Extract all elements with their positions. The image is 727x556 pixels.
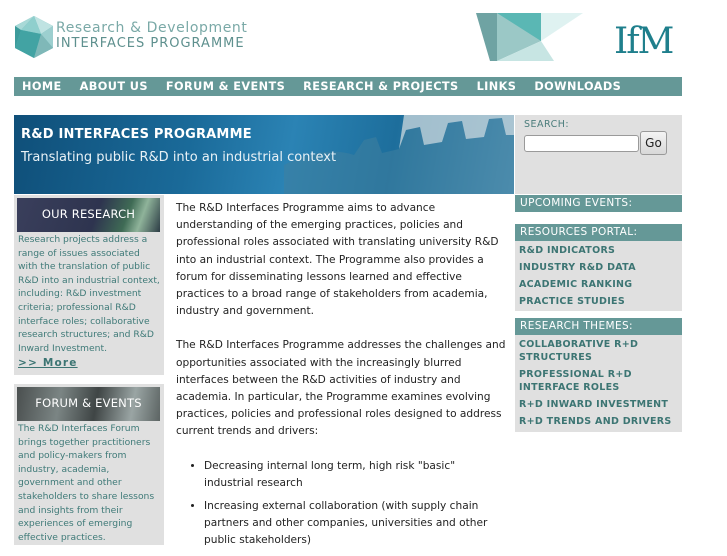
upcoming-events-heading[interactable]: UPCOMING EVENTS: <box>515 195 682 212</box>
research-themes-heading: RESEARCH THEMES: <box>515 318 682 335</box>
gem-logo-icon[interactable] <box>13 14 55 60</box>
resource-link-practice-studies[interactable]: PRACTICE STUDIES <box>519 296 625 307</box>
site-logo-text[interactable] <box>56 20 247 52</box>
drivers-list <box>176 458 506 550</box>
logo-line1: Research & Development <box>56 20 248 36</box>
resource-link-industry-rd-data[interactable]: INDUSTRY R&D DATA <box>519 262 636 273</box>
theme-link-inward-investment[interactable]: R+D INWARD INVESTMENT <box>519 399 669 410</box>
hero-banner <box>14 115 514 194</box>
nav-links[interactable]: LINKS <box>476 80 517 93</box>
ifm-logo[interactable]: IfM <box>614 21 673 62</box>
theme-link-trends-drivers[interactable]: R+D TRENDS AND DRIVERS <box>519 416 672 427</box>
resource-link-rd-indicators[interactable]: R&D INDICATORS <box>519 245 616 256</box>
challenges-paragraph: The R&D Interfaces Programme addresses the challenges and opportunities associated with the increasingly blurred interfaces between the R&D activities of industry and academia. In particular, the Programme examines evolving practices, policies and professional roles designed to address current trends and drivers: <box>176 339 506 438</box>
banner-subtitle: Translating public R&D into an industrial context <box>21 150 337 165</box>
forum-events-image[interactable] <box>17 387 160 421</box>
intro-paragraph: The R&D Interfaces Programme aims to advance understanding of the emerging practices, policies and professional roles associated with translating university R&D into an industrial context. The Programme also provides a forum for disseminating lessons learned and effective practices to a broad range of stakeholders from academia, industry and government. <box>176 202 499 318</box>
forum-events-box <box>14 384 164 545</box>
main-content <box>176 200 506 556</box>
resources-portal-heading: RESOURCES PORTAL: <box>515 224 682 241</box>
nav-research-projects[interactable]: RESEARCH & PROJECTS <box>303 80 459 93</box>
forum-events-title: FORUM & EVENTS <box>35 396 142 410</box>
our-research-box <box>14 195 164 375</box>
resources-portal-panel <box>515 241 682 311</box>
nav-home[interactable]: HOME <box>22 80 62 93</box>
banner-title: R&D INTERFACES PROGRAMME <box>21 127 252 142</box>
our-research-text: Research projects address a range of issues associated with the translation of public R&D into an industrial context, including: R&D investment criteria; professional R&D interface roles; collaborative research structures; and R&D Inward Investment. <box>18 234 160 354</box>
driver-item: • Increasing external collaboration (with supply chain partners and other companies, universities and other public stakeholders) <box>204 498 506 550</box>
nav-downloads[interactable]: DOWNLOADS <box>534 80 622 93</box>
our-research-image[interactable] <box>17 198 160 232</box>
decorative-shape-icon <box>476 13 586 61</box>
nav-about-us[interactable]: ABOUT US <box>79 80 148 93</box>
forum-events-text: The R&D Interfaces Forum brings together practitioners and policy-makers from industry, academia, government and other stakeholders to share lessons and insights from their experiences of emerging effective practices. <box>18 423 155 543</box>
nav-forum-events[interactable]: FORUM & EVENTS <box>165 80 286 93</box>
search-label: SEARCH: <box>524 119 570 130</box>
our-research-title: OUR RESEARCH <box>41 207 136 221</box>
logo-line2: INTERFACES PROGRAMME <box>56 36 245 51</box>
search-panel <box>515 115 682 194</box>
search-input[interactable] <box>524 135 639 152</box>
search-go-button[interactable]: Go <box>640 131 667 155</box>
theme-link-professional-roles[interactable]: PROFESSIONAL R+D INTERFACE ROLES <box>519 369 632 393</box>
driver-item: • Decreasing internal long term, high risk "basic" industrial research <box>204 458 506 492</box>
research-themes-panel <box>515 335 682 432</box>
resource-link-academic-ranking[interactable]: ACADEMIC RANKING <box>519 279 633 290</box>
our-research-more-link[interactable]: >> More <box>18 357 78 369</box>
main-nav <box>14 77 682 96</box>
theme-link-collaborative-structures[interactable]: COLLABORATIVE R+D STRUCTURES <box>519 339 639 363</box>
site-header <box>0 0 727 76</box>
